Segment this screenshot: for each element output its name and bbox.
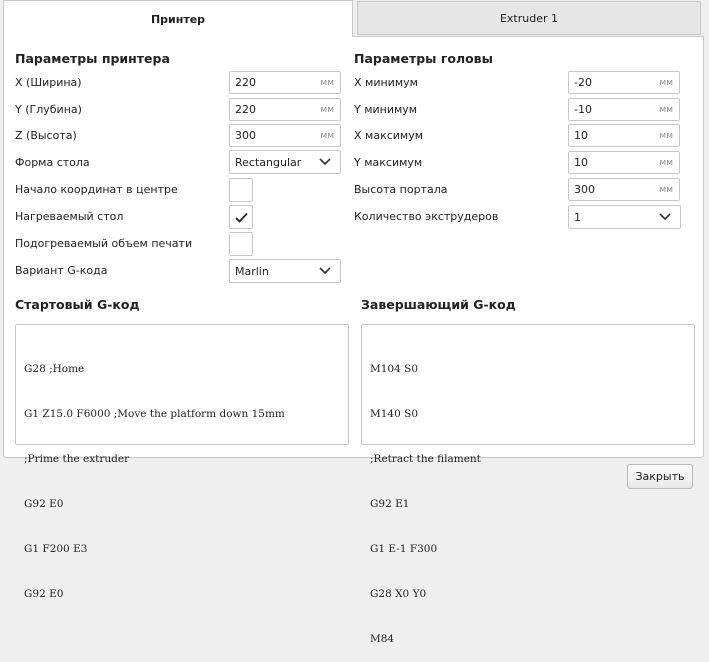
y-depth-field[interactable] <box>229 98 341 121</box>
x-min-label: X минимум <box>354 76 418 89</box>
origin-at-center-checkbox[interactable] <box>229 178 253 202</box>
code-line: ;Retract the filament <box>370 453 481 465</box>
z-height-label: Z (Высота) <box>15 129 77 142</box>
printhead-settings-title: Параметры головы <box>354 51 493 66</box>
end-gcode-title: Завершающий G-код <box>361 297 516 312</box>
z-height-field[interactable] <box>229 124 341 147</box>
gcode-flavor-select[interactable] <box>229 259 341 283</box>
y-min-unit: мм <box>659 104 673 115</box>
extruder-count-value: 1 <box>574 210 581 224</box>
y-min-value: -10 <box>574 103 592 116</box>
y-min-field[interactable] <box>568 98 680 121</box>
x-width-label: X (Ширина) <box>15 76 82 89</box>
gantry-height-value: 300 <box>574 183 595 196</box>
code-line: M84 <box>370 633 395 645</box>
y-min-label: Y минимум <box>354 103 418 116</box>
start-gcode-title: Стартовый G-код <box>15 297 140 312</box>
code-line: M140 S0 <box>370 408 419 420</box>
heated-bed-label: Нагреваемый стол <box>15 210 124 223</box>
code-line: G92 E0 <box>24 588 64 600</box>
heated-build-volume-checkbox[interactable] <box>229 232 253 256</box>
code-line: G1 E-1 F300 <box>370 543 438 555</box>
bed-shape-value: Rectangular <box>235 155 302 169</box>
origin-at-center-label: Начало координат в центре <box>15 183 178 196</box>
x-min-value: -20 <box>574 76 592 89</box>
code-line: G92 E1 <box>370 498 410 510</box>
x-width-unit: мм <box>320 77 334 88</box>
gantry-height-field[interactable] <box>568 178 680 201</box>
code-line: G1 Z15.0 F6000 ;Move the platform down 15mm <box>24 408 285 420</box>
code-line: G92 E0 <box>24 498 64 510</box>
start-gcode-editor[interactable] <box>15 324 349 600</box>
bed-shape-label: Форма стола <box>15 156 90 169</box>
x-min-unit: мм <box>659 77 673 88</box>
x-max-value: 10 <box>574 129 588 142</box>
y-depth-unit: мм <box>320 104 334 115</box>
gcode-flavor-value: Marlin <box>235 264 269 278</box>
y-max-value: 10 <box>574 156 588 169</box>
code-line: ;Prime the extruder <box>24 453 130 465</box>
checkmark-icon <box>235 212 248 223</box>
tab-printer[interactable]: Принтер <box>3 0 353 37</box>
extruder-count-select[interactable] <box>568 205 681 229</box>
extruder-count-label: Количество экструдеров <box>354 210 499 223</box>
y-max-unit: мм <box>659 157 673 168</box>
y-depth-value: 220 <box>235 103 256 116</box>
x-min-field[interactable] <box>568 71 680 94</box>
z-height-unit: мм <box>320 130 334 141</box>
x-max-unit: мм <box>659 130 673 141</box>
chevron-down-icon <box>319 267 331 275</box>
x-width-value: 220 <box>235 76 256 89</box>
code-line: G1 F200 E3 <box>24 543 88 555</box>
code-line: G28 X0 Y0 <box>370 588 427 600</box>
y-max-field[interactable] <box>568 151 680 174</box>
tab-extruder-1[interactable]: Extruder 1 <box>357 1 701 35</box>
close-button[interactable]: Закрыть <box>627 464 693 489</box>
x-max-field[interactable] <box>568 124 680 147</box>
bed-shape-select[interactable] <box>229 150 341 174</box>
x-max-label: X максимум <box>354 129 424 142</box>
printer-settings-title: Параметры принтера <box>15 51 170 66</box>
code-line: G28 ;Home <box>24 363 85 375</box>
y-max-label: Y максимум <box>354 156 423 169</box>
code-line: M104 S0 <box>370 363 419 375</box>
y-depth-label: Y (Глубина) <box>15 103 82 116</box>
x-width-field[interactable] <box>229 71 341 94</box>
chevron-down-icon <box>319 158 331 166</box>
gantry-height-label: Высота портала <box>354 183 448 196</box>
gcode-flavor-label: Вариант G-кода <box>15 264 108 277</box>
z-height-value: 300 <box>235 129 256 142</box>
heated-build-volume-label: Подогреваемый объем печати <box>15 237 193 250</box>
heated-bed-checkbox[interactable] <box>229 205 253 229</box>
chevron-down-icon <box>659 213 671 221</box>
gantry-height-unit: мм <box>659 184 673 195</box>
